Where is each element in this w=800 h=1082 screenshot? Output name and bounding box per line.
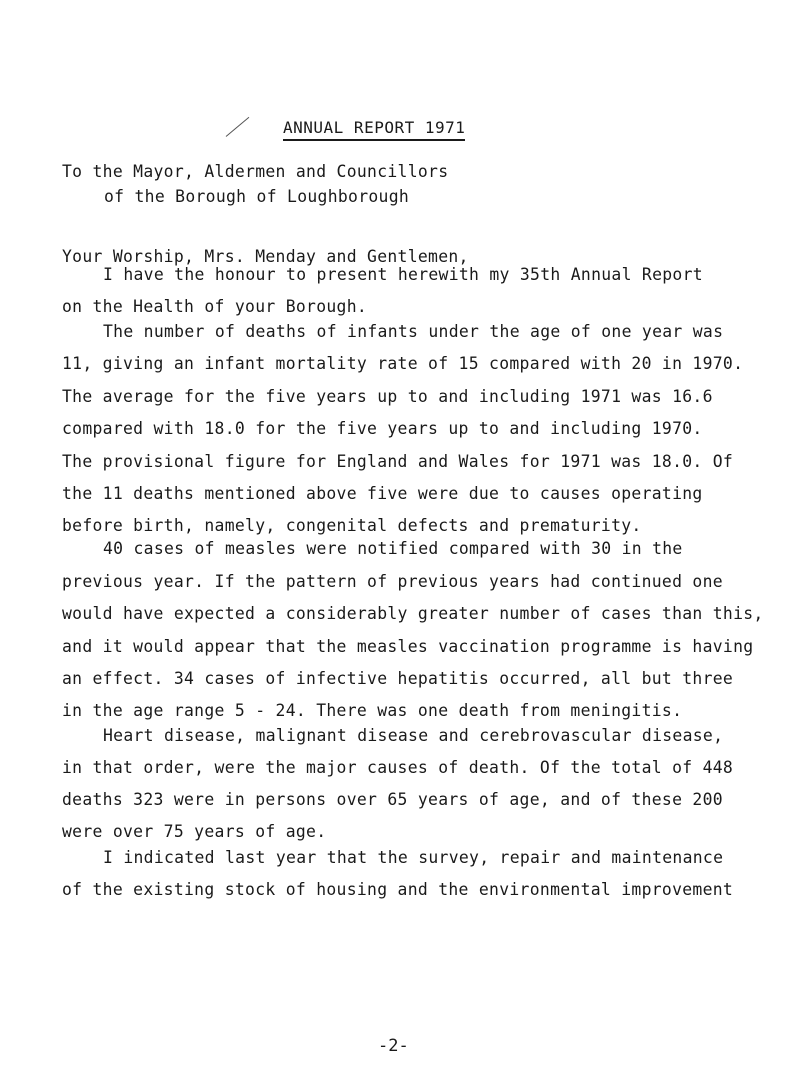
paragraph-line: in that order, were the major causes of death. Of the total of 448 (62, 758, 734, 777)
address-line: To the Mayor, Aldermen and Councillors (62, 162, 449, 181)
paragraph-line: 40 cases of measles were notified compared with 30 in the (103, 539, 683, 558)
paragraph-line: The number of deaths of infants under the age of one year was (103, 322, 724, 341)
address-line: of the Borough of Loughborough (104, 187, 410, 206)
page-number: -2- (378, 1036, 409, 1056)
paragraph-line: I have the honour to present herewith my 35th Annual Report (103, 265, 703, 284)
report-title: ANNUAL REPORT 1971 (283, 118, 465, 141)
paragraph-line: compared with 18.0 for the five years up to and including 1970. (62, 419, 703, 438)
paragraph-line: were over 75 years of age. (62, 822, 327, 841)
paragraph-line: would have expected a considerably greater number of cases than this, (62, 604, 764, 623)
paragraph-line: on the Health of your Borough. (62, 297, 368, 316)
paragraph-line: 11, giving an infant mortality rate of 15 compared with 20 in 1970. (62, 354, 744, 373)
paragraph-line: in the age range 5 - 24. There was one death from meningitis. (62, 701, 683, 720)
paragraph-line: before birth, namely, congenital defects and prematurity. (62, 516, 642, 535)
paragraph-line: I indicated last year that the survey, repair and maintenance (103, 848, 724, 867)
paragraph-line: and it would appear that the measles vaccination programme is having (62, 637, 754, 656)
paragraph-line: the 11 deaths mentioned above five were due to causes operating (62, 484, 703, 503)
paragraph-line: The provisional figure for England and Wales for 1971 was 18.0. Of (62, 452, 734, 471)
paragraph-line: an effect. 34 cases of infective hepatitis occurred, all but three (62, 669, 734, 688)
paragraph-line: The average for the five years up to and including 1971 was 16.6 (62, 387, 713, 406)
paragraph-line: of the existing stock of housing and the environmental improvement (62, 880, 734, 899)
pen-mark (226, 117, 250, 137)
paragraph-line: Heart disease, malignant disease and cerebrovascular disease, (103, 726, 724, 745)
paragraph-line: previous year. If the pattern of previous years had continued one (62, 572, 723, 591)
paragraph-line: deaths 323 were in persons over 65 years of age, and of these 200 (62, 790, 723, 809)
salutation: Your Worship, Mrs. Menday and Gentlemen, (62, 247, 469, 266)
